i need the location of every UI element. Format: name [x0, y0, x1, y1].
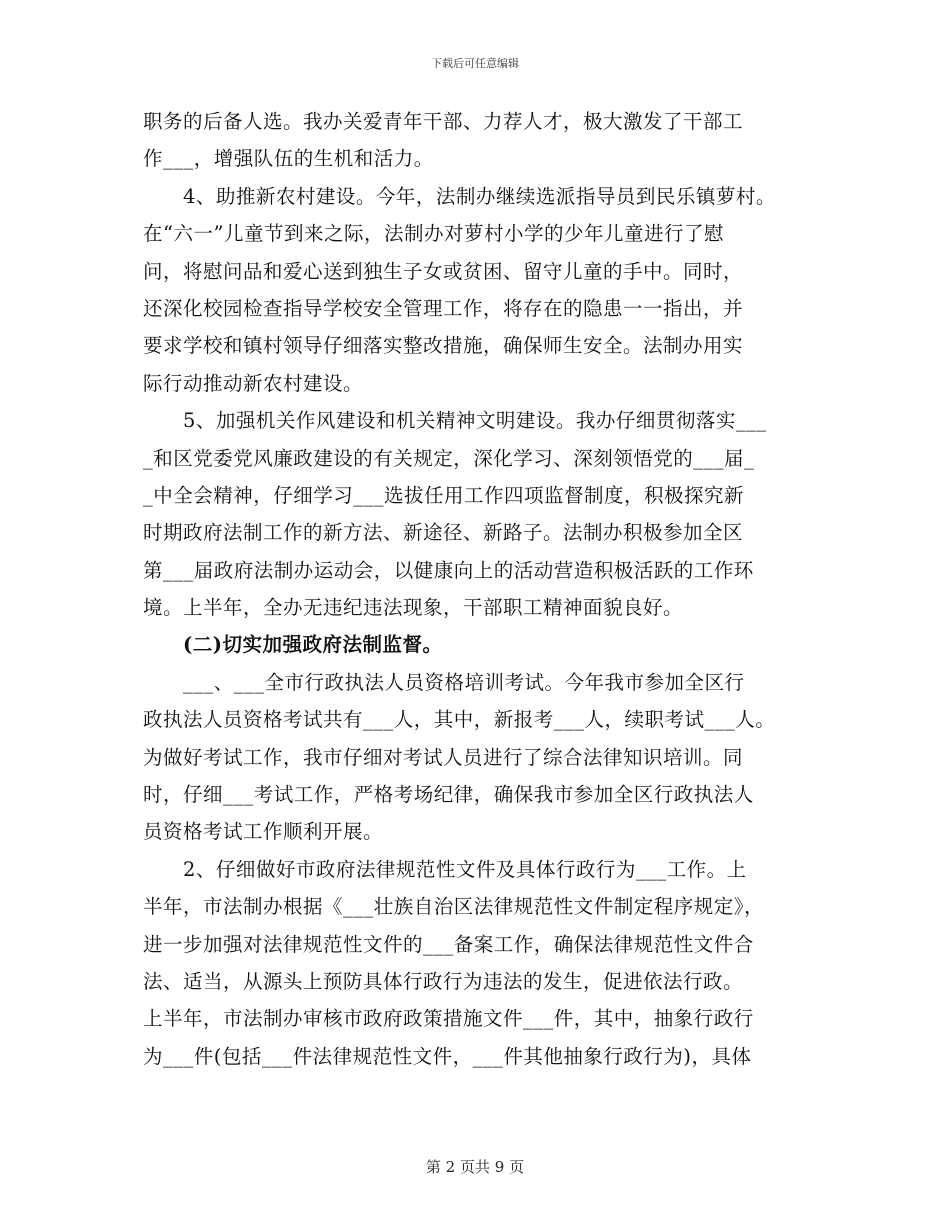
body-line: _中全会精神，仔细学习___选拔任用工作四项监督制度，积极探究新 [143, 483, 745, 507]
body-line: 在“六一”儿童节到来之际，法制办对萝村小学的少年儿童进行了慰 [143, 222, 724, 246]
body-line: 为___件(包括___件法律规范性文件，___件其他抽象行政行为)，具体 [143, 1044, 752, 1068]
page-header-note: 下载后可任意编辑 [431, 57, 519, 70]
document-body [143, 103, 843, 1075]
section-heading: (二)切实加强政府法制监督。 [183, 633, 443, 657]
body-line: 职务的后备人选。我办关爱青年干部、力荐人才，极大激发了干部工 [143, 110, 744, 133]
body-line: 问，将慰问品和爱心送到独生子女或贫困、留守儿童的手中。同时， [143, 259, 744, 283]
paragraph-start-line: 2、仔细做好市政府法律规范性文件及具体行政行为___工作。上 [183, 857, 747, 881]
body-line: 要求学校和镇村领导仔细落实整改措施，确保师生安全。法制办用实 [143, 334, 744, 358]
body-line: 作___，增强队伍的生机和活力。 [143, 147, 434, 171]
paragraph-start-line: 4、助推新农村建设。今年，法制办继续选派指导员到民乐镇萝村。 [183, 184, 776, 208]
body-line: 员资格考试工作顺利开展。 [143, 820, 384, 844]
paragraph-start-line: ___、___全市行政执法人员资格培训考试。今年我市参加全区行 [183, 670, 745, 694]
body-line: 半年，市法制办根据《___壮族自治区法律规范性文件制定程序规定》， [143, 895, 765, 919]
body-line: 境。上半年，全办无违纪违法现象，干部职工精神面貌良好。 [143, 596, 684, 620]
body-line: 政执法人员资格考试共有___人，其中，新报考___人，续职考试___人。 [143, 708, 776, 732]
body-line: 上半年，市法制办审核市政府政策措施文件___件，其中，抽象行政行 [143, 1007, 754, 1031]
body-line: _和区党委党风廉政建设的有关规定，深化学习、深刻领悟党的___届_ [143, 446, 755, 470]
body-line: 第___届政府法制办运动会，以健康向上的活动营造积极活跃的工作环 [143, 558, 754, 582]
body-line: 法、适当，从源头上预防具体行政行为违法的发生，促进依法行政。 [143, 969, 744, 993]
body-line: 还深化校园检查指导学校安全管理工作，将存在的隐患一一指出，并 [143, 296, 744, 320]
body-line: 时期政府法制工作的新方法、新途径、新路子。法制办积极参加全区 [143, 521, 744, 545]
paragraph-start-line: 5、加强机关作风建设和机关精神文明建设。我办仔细贯彻落实___ [183, 409, 767, 433]
body-line: 际行动推动新农村建设。 [143, 371, 364, 395]
page-number-indicator: 第 2 页共 9 页 [425, 1158, 525, 1176]
body-line: 进一步加强对法律规范性文件的___备案工作，确保法律规范性文件合 [143, 932, 754, 956]
body-line: 时，仔细___考试工作，严格考场纪律，确保我市参加全区行政执法人 [143, 783, 754, 807]
body-line: 为做好考试工作，我市仔细对考试人员进行了综合法律知识培训。同 [143, 745, 744, 769]
